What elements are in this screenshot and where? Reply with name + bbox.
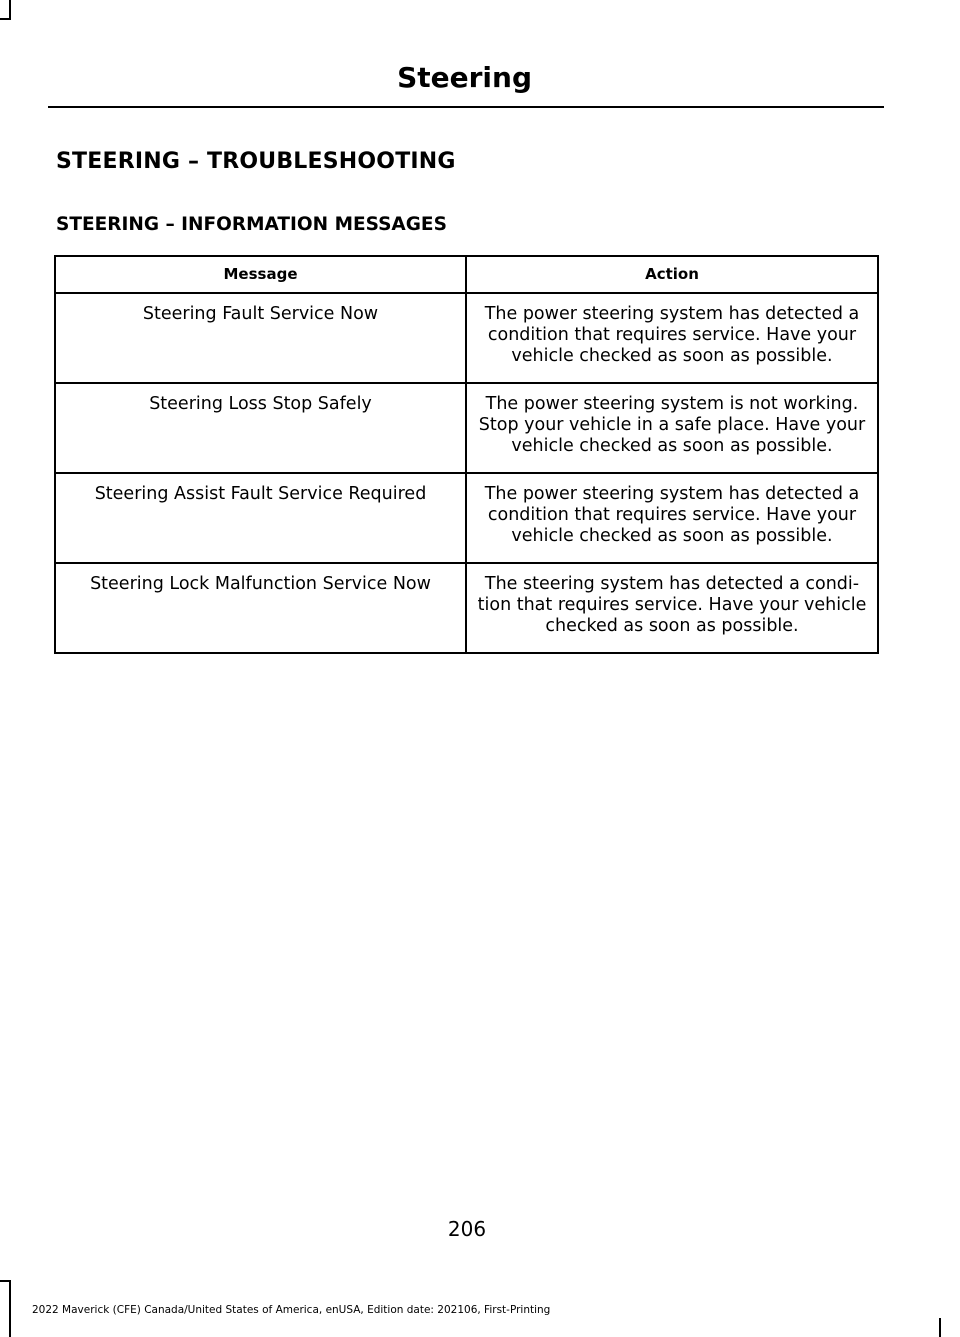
column-header-message: Message: [55, 256, 466, 293]
running-header-title: Steering: [397, 61, 532, 94]
action-cell: The power steering system is not working. Stop your vehicle in a safe place. Have your vehicle checked as soon as possible.: [466, 383, 878, 473]
table-row: [55, 293, 878, 383]
crop-mark-bottom-right: [939, 1318, 941, 1337]
table-row: [55, 563, 878, 653]
information-messages-table: [54, 255, 879, 654]
message-cell: Steering Lock Malfunction Service Now: [55, 563, 466, 653]
action-cell: The power steering system has detected a condition that requires service. Have your vehicle checked as soon as possible.: [466, 293, 878, 383]
page-number: 206: [447, 1217, 487, 1241]
action-cell: The steering system has detected a condi-tion that requires service. Have your vehicle checked as soon as possible.: [466, 563, 878, 653]
table-row: [55, 473, 878, 563]
section-heading: STEERING – TROUBLESHOOTING: [56, 149, 456, 174]
column-header-action: Action: [466, 256, 878, 293]
subsection-heading: STEERING – INFORMATION MESSAGES: [56, 214, 447, 235]
table-header-row: [55, 256, 878, 293]
message-cell: Steering Loss Stop Safely: [55, 383, 466, 473]
table-row: [55, 383, 878, 473]
crop-mark-top-left: [9, 0, 11, 20]
message-cell: Steering Assist Fault Service Required: [55, 473, 466, 563]
crop-mark-top-left-horizontal: [0, 18, 11, 20]
edition-footer: 2022 Maverick (CFE) Canada/United States of America, enUSA, Edition date: 202106, First-Printing: [32, 1304, 551, 1316]
action-cell: The power steering system has detected a condition that requires service. Have your vehicle checked as soon as possible.: [466, 473, 878, 563]
crop-mark-bottom-left-horizontal: [0, 1280, 11, 1282]
message-cell: Steering Fault Service Now: [55, 293, 466, 383]
header-rule: [48, 106, 884, 108]
crop-mark-bottom-left: [9, 1280, 11, 1337]
